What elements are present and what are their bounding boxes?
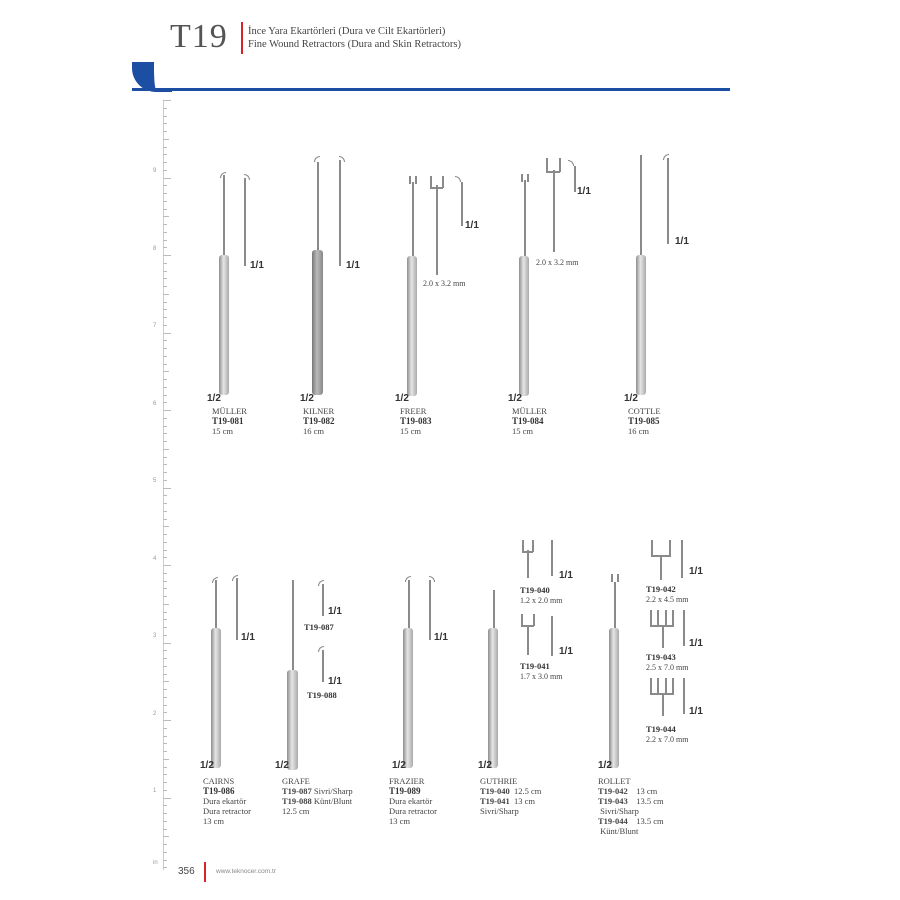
label-rollet: ROLLET T19-042 13 cm T19-043 13.5 cm Sivri/Sharp T19-044 13.5 cm Künt/Blunt	[598, 776, 664, 836]
scale-full: 1/1	[689, 706, 703, 717]
ruler-tick	[163, 588, 167, 589]
footer-divider	[204, 862, 206, 882]
ruler-tick	[163, 449, 169, 450]
scale-half: 1/2	[300, 393, 314, 404]
sub-grafe-087: T19-087	[304, 622, 334, 632]
ruler-tick	[163, 325, 167, 326]
ruler-tick	[163, 604, 169, 605]
ruler-tick	[163, 333, 171, 334]
ruler-tick	[163, 805, 167, 806]
header-divider	[241, 22, 243, 54]
ruler-tick	[163, 464, 167, 465]
ruler-tick	[163, 371, 169, 372]
sub-guthrie-040: T19-040 1.2 x 2.0 mm	[520, 585, 563, 605]
scale-full: 1/1	[689, 638, 703, 649]
ruler-tick	[163, 170, 167, 171]
scale-full: 1/1	[250, 260, 264, 271]
label-muller-084: MÜLLER T19-084 15 cm	[512, 406, 547, 436]
ruler-number: 1	[153, 788, 157, 794]
label-grafe: GRAFE T19-087 Sivri/Sharp T19-088 Künt/Blunt 12.5 cm	[282, 776, 353, 816]
ruler-number: 7	[153, 323, 157, 329]
ruler-tick	[163, 480, 167, 481]
ruler-tick	[163, 418, 167, 419]
ruler-tick	[163, 131, 167, 132]
ruler-tick	[163, 116, 167, 117]
ruler-tick	[163, 356, 167, 357]
ruler-tick	[163, 712, 167, 713]
inch-ruler	[153, 100, 173, 870]
scale-full: 1/1	[328, 606, 342, 617]
ruler-tick	[163, 829, 167, 830]
ruler-tick	[163, 813, 167, 814]
ruler-tick	[163, 286, 167, 287]
ruler-tick	[163, 612, 167, 613]
ruler-tick	[163, 402, 167, 403]
ruler-tick	[163, 410, 171, 411]
ruler-tick	[163, 162, 167, 163]
ruler-tick	[163, 565, 171, 566]
ruler-tick	[163, 627, 167, 628]
sub-rollet-043: T19-043 2.5 x 7.0 mm	[646, 652, 689, 672]
ruler-unit: in	[153, 860, 158, 866]
ruler-tick	[163, 294, 169, 295]
ruler-tick	[163, 581, 167, 582]
page-number: 356	[178, 866, 195, 877]
ruler-tick	[163, 147, 167, 148]
scale-full: 1/1	[559, 570, 573, 581]
scale-half: 1/2	[392, 760, 406, 771]
ruler-tick	[163, 836, 169, 837]
ruler-tick	[163, 224, 167, 225]
ruler-tick	[163, 379, 167, 380]
scale-full: 1/1	[328, 676, 342, 687]
ruler-tick	[163, 550, 167, 551]
ruler-tick	[163, 705, 167, 706]
scale-half: 1/2	[624, 393, 638, 404]
ruler-tick	[163, 774, 167, 775]
ruler-tick	[163, 154, 167, 155]
sub-rollet-042: T19-042 2.2 x 4.5 mm	[646, 584, 689, 604]
dim-freer-083: 2.0 x 3.2 mm	[423, 279, 466, 288]
ruler-tick	[163, 751, 167, 752]
ruler-tick	[163, 511, 167, 512]
header-rule	[132, 88, 730, 91]
ruler-tick	[163, 596, 167, 597]
ruler-tick	[163, 720, 171, 721]
ruler-tick	[163, 441, 167, 442]
scale-full: 1/1	[675, 236, 689, 247]
label-cairns-086: CAIRNS T19-086 Dura ekartör Dura retractor 13 cm	[203, 776, 251, 826]
ruler-tick	[163, 743, 167, 744]
label-muller-081: MÜLLER T19-081 15 cm	[212, 406, 247, 436]
ruler-tick	[163, 123, 167, 124]
ruler-tick	[163, 457, 167, 458]
ruler-tick	[163, 309, 167, 310]
ruler-tick	[163, 255, 171, 256]
ruler-tick	[163, 867, 167, 868]
scale-full: 1/1	[689, 566, 703, 577]
ruler-tick	[163, 178, 171, 179]
label-frazier-089: FRAZIER T19-089 Dura ekartör Dura retractor 13 cm	[389, 776, 437, 826]
label-guthrie: GUTHRIE T19-040 12.5 cm T19-041 13 cm Sivri/Sharp	[480, 776, 542, 816]
scale-half: 1/2	[508, 393, 522, 404]
ruler-number: 8	[153, 245, 157, 252]
ruler-tick	[163, 844, 167, 845]
ruler-tick	[163, 247, 167, 248]
scale-half: 1/2	[275, 760, 289, 771]
ruler-tick	[163, 193, 167, 194]
ruler-tick	[163, 395, 167, 396]
ruler-tick	[163, 201, 167, 202]
scale-full: 1/1	[434, 632, 448, 643]
ruler-tick	[163, 240, 167, 241]
ruler-number: 5	[153, 478, 157, 484]
scale-full: 1/1	[465, 220, 479, 231]
ruler-number: 6	[153, 400, 157, 407]
scale-half: 1/2	[478, 760, 492, 771]
sub-grafe-088: T19-088	[307, 690, 337, 700]
ruler-tick	[163, 100, 171, 101]
ruler-tick	[163, 573, 167, 574]
ruler-tick	[163, 495, 167, 496]
ruler-tick	[163, 650, 167, 651]
ruler-tick	[163, 736, 167, 737]
section-title-tr: İnce Yara Ekartörleri (Dura ve Cilt Ekartörleri)	[248, 26, 446, 37]
label-cottle-085: COTTLE T19-085 16 cm	[628, 406, 661, 436]
ruler-tick	[163, 542, 167, 543]
ruler-tick	[163, 348, 167, 349]
ruler-number: 9	[153, 168, 157, 174]
sub-rollet-044: T19-044 2.2 x 7.0 mm	[646, 724, 689, 744]
ruler-tick	[163, 658, 167, 659]
label-freer-083: FREER T19-083 15 cm	[400, 406, 432, 436]
ruler-tick	[163, 340, 167, 341]
ruler-tick	[163, 790, 167, 791]
ruler-tick	[163, 697, 167, 698]
ruler-tick	[163, 681, 169, 682]
ruler-tick	[163, 526, 169, 527]
sub-guthrie-041: T19-041 1.7 x 3.0 mm	[520, 661, 563, 681]
ruler-tick	[163, 209, 167, 210]
ruler-tick	[163, 557, 167, 558]
section-title-en: Fine Wound Retractors (Dura and Skin Retractors)	[248, 39, 461, 50]
scale-full: 1/1	[346, 260, 360, 271]
ruler-tick	[163, 798, 171, 799]
ruler-tick	[163, 472, 167, 473]
scale-full: 1/1	[241, 632, 255, 643]
label-kilner-082: KILNER T19-082 16 cm	[303, 406, 335, 436]
ruler-tick	[163, 689, 167, 690]
ruler-tick	[163, 139, 169, 140]
ruler-tick	[163, 232, 167, 233]
ruler-tick	[163, 317, 167, 318]
ruler-tick	[163, 821, 167, 822]
ruler-tick	[163, 263, 167, 264]
scale-full: 1/1	[577, 186, 591, 197]
dim-muller-084: 2.0 x 3.2 mm	[536, 258, 579, 267]
ruler-tick	[163, 852, 167, 853]
scale-half: 1/2	[207, 393, 221, 404]
ruler-tick	[163, 503, 167, 504]
ruler-tick	[163, 643, 171, 644]
scale-half: 1/2	[200, 760, 214, 771]
ruler-tick	[163, 426, 167, 427]
ruler-number: 4	[153, 555, 157, 562]
ruler-tick	[163, 674, 167, 675]
ruler-tick	[163, 619, 167, 620]
ruler-tick	[163, 278, 167, 279]
scale-half: 1/2	[598, 760, 612, 771]
ruler-tick	[163, 108, 167, 109]
ruler-tick	[163, 534, 167, 535]
ruler-tick	[163, 767, 167, 768]
ruler-tick	[163, 488, 171, 489]
ruler-tick	[163, 728, 167, 729]
ruler-tick	[163, 433, 167, 434]
section-code: T19	[170, 18, 228, 55]
ruler-tick	[163, 782, 167, 783]
scale-half: 1/2	[395, 393, 409, 404]
ruler-tick	[163, 216, 169, 217]
ruler-tick	[163, 759, 169, 760]
ruler-number: 2	[153, 710, 157, 717]
ruler-tick	[163, 364, 167, 365]
ruler-tick	[163, 666, 167, 667]
footer-url[interactable]: www.teknocer.com.tr	[216, 868, 276, 875]
ruler-tick	[163, 860, 167, 861]
ruler-tick	[163, 271, 167, 272]
ruler-tick	[163, 302, 167, 303]
scale-full: 1/1	[559, 646, 573, 657]
ruler-tick	[163, 387, 167, 388]
ruler-number: 3	[153, 633, 157, 639]
ruler-tick	[163, 519, 167, 520]
ruler-tick	[163, 635, 167, 636]
ruler-tick	[163, 185, 167, 186]
